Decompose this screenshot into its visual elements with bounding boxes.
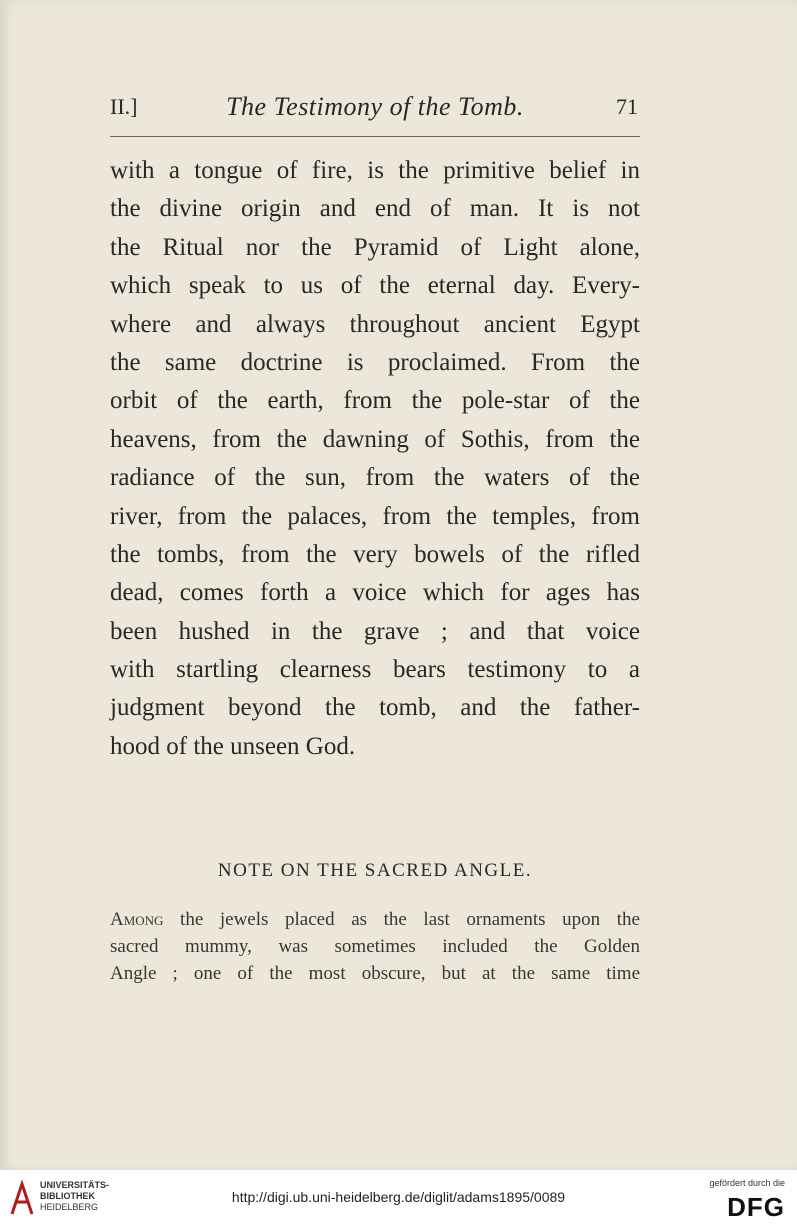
library-name-line: UNIVERSITÄTS- [40, 1180, 110, 1190]
source-url-link[interactable]: http://digi.ub.uni-heidelberg.de/diglit/adams1895/0089 [231, 1189, 566, 1205]
text-line: with a tongue of fire, is the primitive belief in [110, 157, 640, 184]
text-line: judgment beyond the tomb, and the father- [110, 694, 640, 722]
body-text [110, 152, 640, 766]
text-line: radiance of the sun, from the waters of the [110, 464, 640, 492]
page-number: 71 [616, 94, 638, 119]
note-first-word: Among [110, 909, 164, 930]
text-line: river, from the palaces, from the temples, from [110, 502, 640, 530]
running-title: The Testimony of the Tomb. [226, 92, 524, 121]
running-header [110, 92, 640, 132]
note-line: sacred mummy, was sometimes included the Golden [110, 936, 640, 957]
dfg-logo: DFG [727, 1192, 785, 1222]
text-line: the divine origin and end of man. It is not [110, 195, 640, 223]
text-line: where and always throughout ancient Egypt [110, 310, 640, 338]
text-line: the tombs, from the very bowels of the rifled [110, 540, 640, 568]
note-text [110, 906, 640, 987]
text-line: hood of the unseen God. [110, 732, 356, 760]
text-line: with startling clearness bears testimony to a [110, 656, 640, 684]
text-line: the same doctrine is proclaimed. From the [110, 348, 640, 376]
note-line: Angle ; one of the most obscure, but at the same time [110, 963, 640, 984]
library-name-line: HEIDELBERG [40, 1202, 99, 1212]
chapter-number: II.] [110, 94, 138, 119]
library-footer [0, 1170, 797, 1229]
header-rule [110, 136, 640, 137]
text-line: which speak to us of the eternal day. Every- [110, 272, 640, 300]
note-heading: NOTE ON THE SACRED ANGLE. [217, 860, 533, 881]
funding-text: gefördert durch die [709, 1178, 785, 1188]
text-line: heavens, from the dawning of Sothis, from the [110, 425, 640, 453]
note-line [110, 906, 640, 933]
text-line: the Ritual nor the Pyramid of Light alone, [110, 233, 640, 261]
library-name-line: BIBLIOTHEK [40, 1191, 95, 1201]
text-line: been hushed in the grave ; and that voice [110, 617, 640, 645]
text-line: orbit of the earth, from the pole-star of the [110, 387, 640, 415]
text-line: dead, comes forth a voice which for ages has [110, 579, 640, 607]
note-line-rest: the jewels placed as the last ornaments upon the [163, 909, 640, 930]
